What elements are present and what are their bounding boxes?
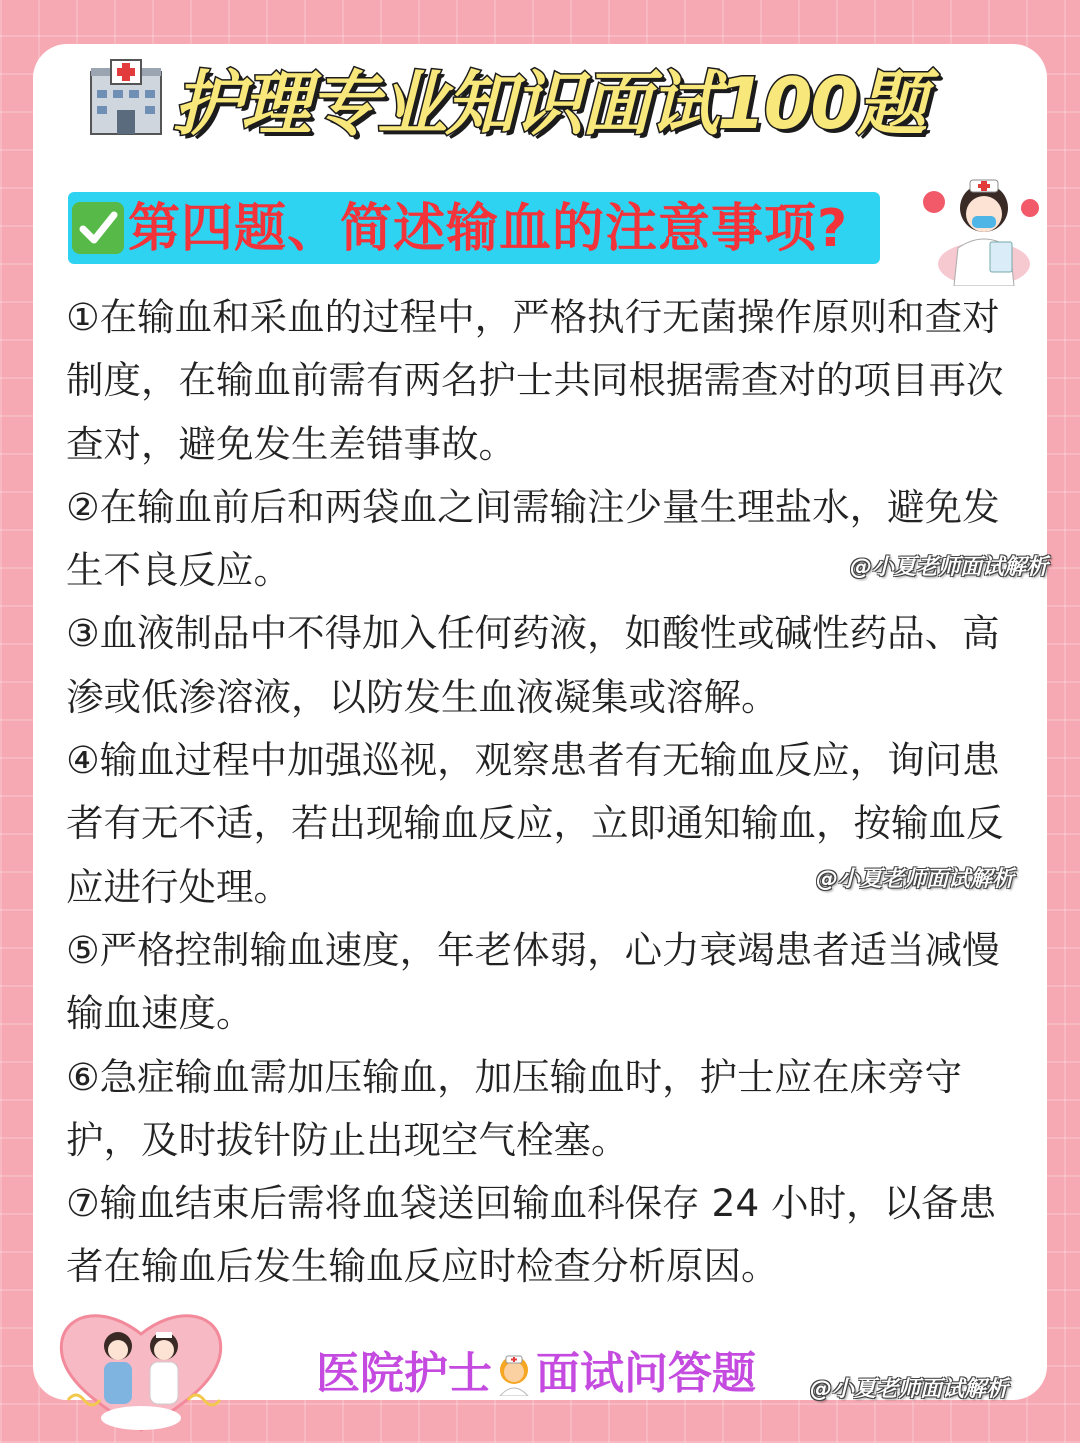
answer-item-3: ③血液制品中不得加入任何药液，如酸性或碱性药品、高渗或低渗溶液，以防发生血液凝集或溶解。	[66, 611, 1000, 719]
page-title: 护理专业知识面试100题	[173, 62, 926, 145]
answer-item-2: ②在输血前后和两袋血之间需输注少量生理盐水，避免发生不良反应。	[66, 484, 1000, 593]
answer-body	[66, 286, 1018, 1299]
answer-item-6: ⑥急症输血需加压输血，加压输血时，护士应在床旁守护，及时拔针防止出现空气栓塞。	[66, 1054, 963, 1162]
question-heading: 第四题、简述输血的注意事项?	[128, 199, 849, 259]
watermark: @小夏老师面试解析	[816, 867, 1015, 892]
answer-item-5: ⑤严格控制输血速度，年老体弱，心力衰竭患者适当减慢输血速度。	[66, 927, 1000, 1036]
answer-item-4: ④输血过程中加强巡视，观察患者有无输血反应，询问患者有无不适，若出现输血反应，立即通知输血，按输血反应进行处理。	[66, 738, 1004, 909]
check-mark-icon	[72, 202, 124, 254]
nurse-emoji-icon	[494, 1352, 534, 1396]
title-row	[85, 52, 995, 144]
footer-title	[316, 1346, 756, 1402]
nurse-icon	[918, 168, 1048, 286]
watermark: @小夏老师面试解析	[850, 555, 1049, 580]
hospital-icon	[85, 58, 167, 138]
footer-title-part1: 医院护士	[316, 1348, 492, 1399]
answer-item-1: ①在输血和采血的过程中，严格执行无菌操作原则和查对制度，在输血前需有两名护士共同根据需查对的项目再次查对，避免发生差错事故。	[66, 295, 1004, 466]
couple-heart-illustration	[48, 1300, 234, 1440]
answer-item-7: ⑦输血结束后需将血袋送回输血科保存 24 小时，以备患者在输血后发生输血反应时检查分析原因。	[66, 1181, 997, 1289]
footer-title-part2: 面试问答题	[536, 1348, 756, 1399]
watermark: @小夏老师面试解析	[810, 1377, 1009, 1402]
